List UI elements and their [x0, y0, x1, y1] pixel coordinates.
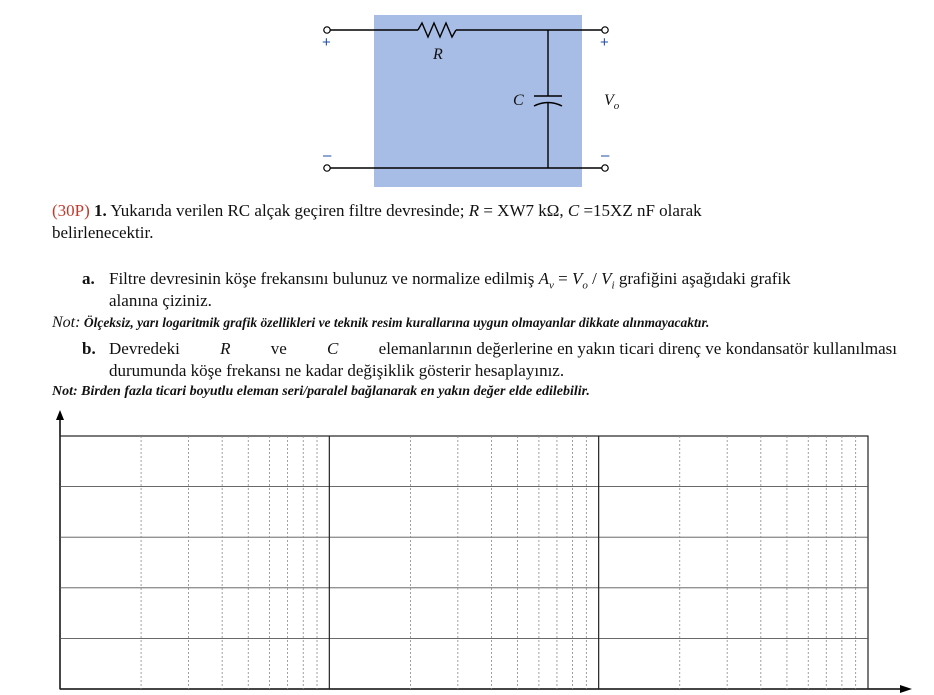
note-1-text: Ölçeksiz, yarı logaritmik grafik özellikleri ve teknik resim kurallarına uygun olmayanlar dikkate alınmayacaktır. — [80, 315, 710, 330]
semilog-graph-area — [40, 406, 920, 695]
output-plus-sign: + — [600, 34, 609, 51]
item-a-line-1: Filtre devresinin köşe frekansını bulunuz ve normalize edilmiş $A_v = V_o / V_i$ grafiğini aşağıdaki grafik — [109, 269, 791, 292]
note-1-prefix: Not: — [52, 314, 81, 331]
item-b-label: b. — [82, 339, 96, 358]
resistor-label: R — [433, 46, 443, 63]
circuit-shaded-box — [374, 15, 582, 187]
output-minus-sign: – — [601, 147, 610, 164]
graph-grid-frame — [60, 436, 868, 689]
question-number: 1. — [94, 201, 107, 220]
input-minus-sign: – — [323, 147, 332, 164]
y-axis-arrowhead — [56, 410, 64, 420]
note-2: Not: Birden fazla ticari boyutlu eleman seri/paralel bağlanarak en yakın değer elde edilebilir. — [52, 384, 590, 399]
graph-grid — [60, 436, 868, 689]
output-terminal-top — [602, 27, 608, 33]
input-terminal-top — [324, 27, 330, 33]
item-a-line-2: alanına çiziniz. — [109, 291, 212, 310]
note-1 — [52, 314, 709, 332]
question-line-1 — [52, 200, 898, 221]
output-terminal-bottom — [602, 165, 608, 171]
r-value: = XW7 kΩ, — [479, 201, 564, 220]
r-symbol: R — [468, 201, 480, 220]
question-text: Yukarıda verilen RC alçak geçiren filtre devresinde; — [110, 201, 465, 220]
question-points: (30P) — [52, 201, 90, 220]
input-terminal-bottom — [324, 165, 330, 171]
x-axis-arrowhead — [900, 685, 912, 693]
output-voltage-label: $V_o$ — [604, 92, 620, 113]
c-value: =15XZ nF olarak — [579, 201, 702, 220]
item-b-line-1: Devredeki R ve C elemanlarının değerlerine en yakın ticari direnç ve kondansatör kullanılması — [109, 339, 897, 358]
question-line-2: belirlenecektir. — [52, 223, 154, 242]
rc-circuit-diagram — [310, 10, 630, 192]
item-b-line-2: durumunda köşe frekansı ne kadar değişiklik gösterir hesaplayınız. — [109, 361, 565, 380]
capacitor-label: C — [513, 92, 524, 109]
item-a-label: a. — [82, 269, 95, 288]
input-plus-sign: + — [322, 34, 331, 51]
c-symbol: C — [567, 201, 580, 220]
